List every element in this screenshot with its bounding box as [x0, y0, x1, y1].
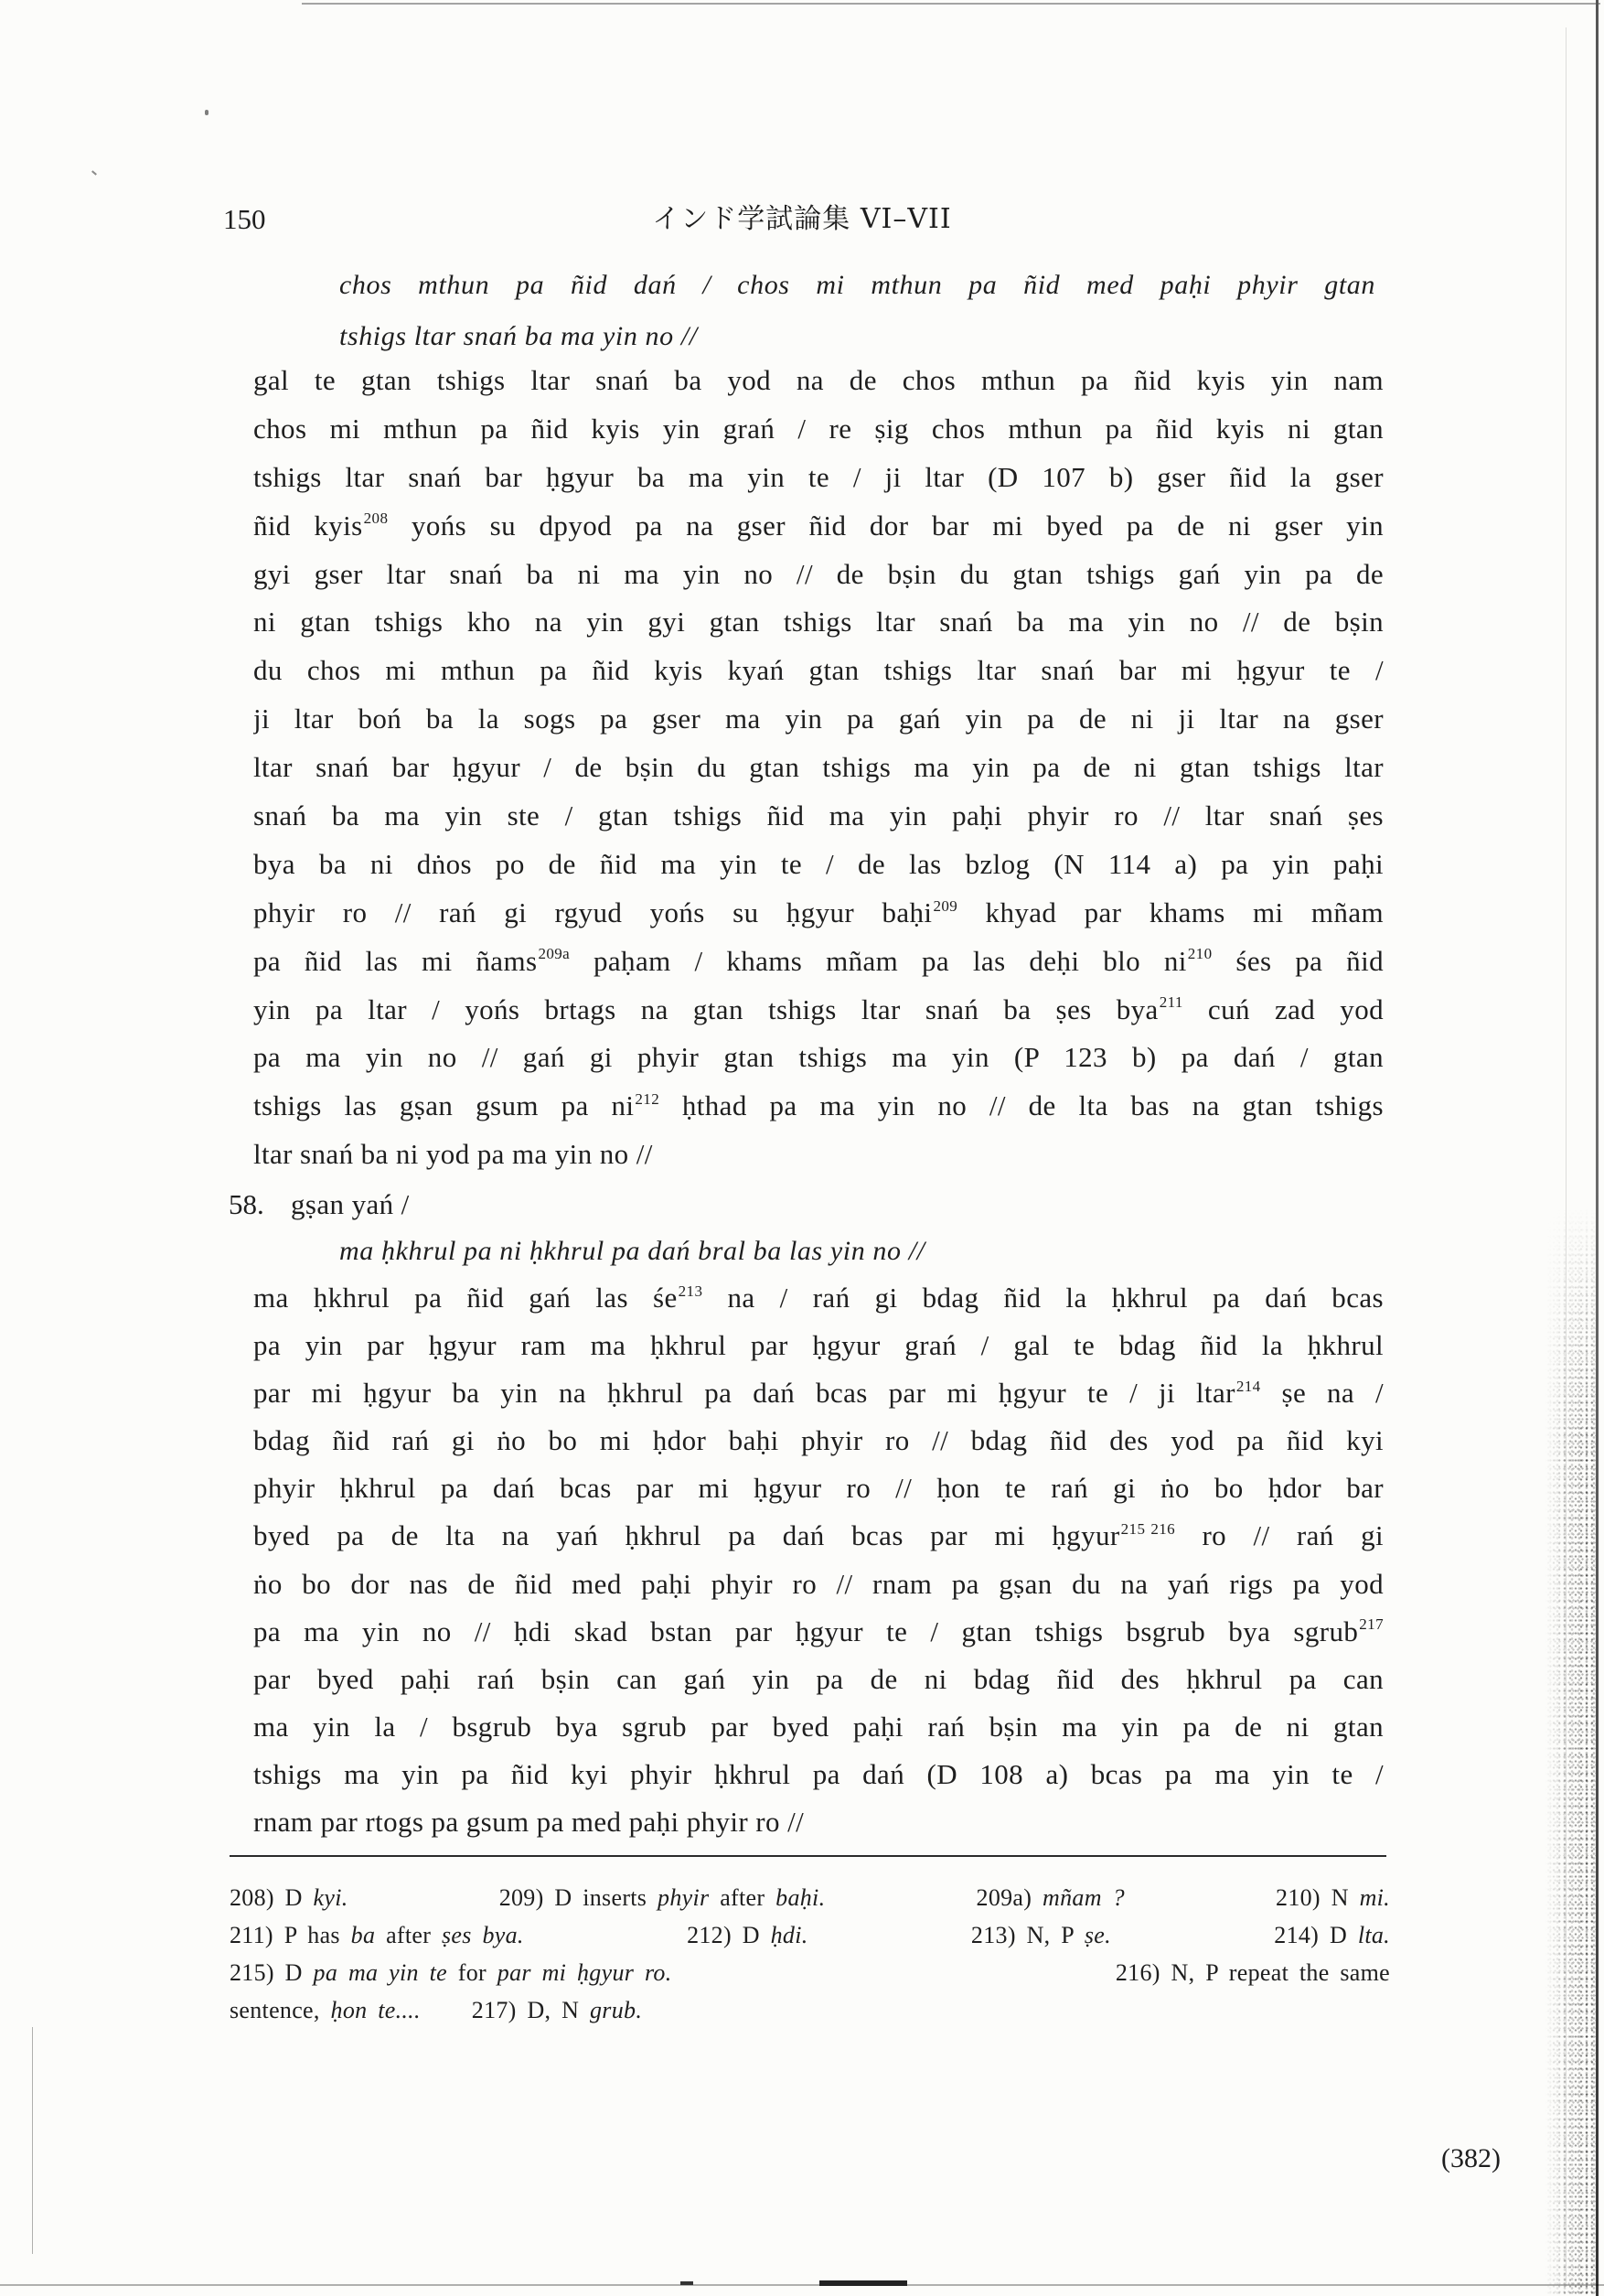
text-run: par mi ḥgyur ba yin na ḥkhrul pa dań bcas par mi ḥgyur te / ji ltar: [253, 1377, 1235, 1410]
text-run: 209) D inserts: [498, 1884, 658, 1911]
text-run: gal te gtan tshigs ltar snań ba yod na de chos mthun pa ñid kyis yin nam: [253, 364, 1384, 396]
text-run: sentence,: [230, 1997, 331, 2023]
footnote-line: [230, 1991, 1390, 2029]
text-run: ḥthad pa ma yin no // de lta bas na gtan tshigs: [659, 1089, 1384, 1122]
footnote-item: [499, 1879, 826, 1916]
italic-run: ṣes bya.: [442, 1922, 524, 1948]
text-line: [253, 1274, 1384, 1322]
text-run: tshigs ltar snań ba ma yin no //: [339, 321, 698, 351]
scan-edge-mark: [680, 2281, 693, 2285]
text-run: yin pa ltar / yońs brtags na gtan tshigs ltar snań ba ṣes bya: [253, 992, 1159, 1025]
text-line: [253, 1798, 1384, 1846]
footnote-reference: 215: [1120, 1520, 1146, 1539]
verse-quotation: [339, 1228, 1375, 1275]
italic-run: phyir: [658, 1884, 710, 1911]
text-run: 211) P has: [230, 1922, 351, 1948]
text-run: ṅo bo dor nas de ñid med paḥi phyir ro // rnam pa gṣan du na yań rigs pa yod: [253, 1567, 1384, 1600]
text-run: ma ḥkhrul pa ñid gań las śe: [253, 1282, 678, 1314]
footnote-reference: 217: [1359, 1615, 1384, 1634]
footnote-reference: 209: [933, 896, 958, 915]
text-line: [339, 260, 1375, 311]
paragraph: [253, 1274, 1384, 1846]
footnote-item: [230, 1991, 421, 2029]
text-line: [253, 841, 1384, 889]
footnote-item: [1274, 1916, 1390, 1954]
italic-run: ba: [350, 1922, 376, 1948]
text-run: par byed paḥi rań bṣin can gań yin pa de ni bdag ñid des ḥkhrul pa can: [253, 1662, 1384, 1695]
text-line: [253, 551, 1384, 599]
italic-run: baḥi.: [775, 1884, 826, 1911]
text-line: [253, 454, 1384, 502]
italic-run: ḥon te....: [330, 1997, 421, 2023]
scan-edge-mark: [819, 2280, 907, 2286]
italic-run: par mi ḥgyur ro.: [497, 1959, 672, 1986]
text-run: khyad par khams mi mñam: [957, 896, 1384, 928]
text-run: phyir ro // rań gi rgyud yońs su ḥgyur baḥi: [253, 896, 933, 928]
text-run: ltar snań bar ḥgyur / de bṣin du gtan tshigs ma yin pa de ni gtan tshigs ltar: [253, 751, 1384, 784]
footnote-line: [230, 1879, 1390, 1916]
italic-run: kyi.: [313, 1884, 348, 1911]
archive-page-mark: (382): [1441, 2143, 1501, 2173]
text-run: 215) D: [230, 1959, 314, 1986]
footnote-item: [1116, 1954, 1390, 1991]
text-run: snań ba ma yin ste / gtan tshigs ñid ma yin paḥi phyir ro // ltar snań ṣes: [253, 799, 1384, 832]
italic-run: grub.: [590, 1997, 643, 2023]
text-run: pa yin par ḥgyur ram ma ḥkhrul par ḥgyur grań / gal te bdag ñid la ḥkhrul: [253, 1329, 1384, 1362]
italic-run: mñam ?: [1043, 1884, 1125, 1911]
text-line: [253, 1561, 1384, 1608]
scan-dust-mark: [91, 170, 97, 175]
text-run: tshigs ltar snań bar ḥgyur ba ma yin te / ji ltar (D 107 b) gser ñid la gser: [253, 460, 1384, 493]
text-run: ma ḥkhrul pa ni ḥkhrul pa dań bral ba las yin no //: [339, 1236, 925, 1266]
text-run: ñid kyis: [253, 509, 363, 542]
text-run: after: [375, 1922, 442, 1948]
text-run: after: [709, 1884, 776, 1911]
text-line: [253, 938, 1384, 986]
italic-run: ḥdi.: [770, 1922, 808, 1948]
text-line: [253, 986, 1384, 1035]
text-run: 212) D: [687, 1922, 771, 1948]
scan-dust-mark: [205, 110, 209, 115]
text-run: for: [446, 1959, 497, 1986]
footnote-item: [687, 1916, 807, 1954]
footnote-item: [1276, 1879, 1390, 1916]
text-line: [253, 792, 1384, 841]
text-run: ltar snań ba ni yod pa ma yin no //: [253, 1138, 653, 1171]
text-line: [253, 1465, 1384, 1512]
text-run: bya ba ni dṅos po de ñid ma yin te / de las bzlog (N 114 a) pa yin paḥi: [253, 847, 1384, 880]
footnote-reference: 212: [635, 1090, 660, 1109]
text-run: chos mi mthun pa ñid kyis yin grań / re ṣig chos mthun pa ñid kyis ni gtan: [253, 412, 1384, 445]
text-line: [339, 1228, 1375, 1275]
italic-run: mi.: [1359, 1884, 1390, 1911]
italic-run: pa ma yin te: [313, 1959, 447, 1986]
footnote-item: [230, 1916, 524, 1954]
text-run: ji ltar boń ba la sogs pa gser ma yin pa gań yin pa de ni ji ltar na gser: [253, 703, 1384, 735]
text-run: paḥam / khams mñam pa las deḥi blo ni: [570, 944, 1187, 977]
scan-speckle-texture: [1545, 1207, 1596, 2296]
footnote-reference: 208: [363, 510, 389, 528]
text-run: ni gtan tshigs kho na yin gyi gtan tshigs ltar snań ba ma yin no // de bṣin: [253, 606, 1384, 638]
section-title: gṣan yań /: [291, 1188, 410, 1220]
text-line: [253, 405, 1384, 454]
text-run: 209a): [976, 1884, 1043, 1911]
text-run: bdag ñid rań gi ṅo bo mi ḥdor baḥi phyir ro // bdag ñid des yod pa ñid kyi: [253, 1424, 1384, 1457]
running-title: インド学試論集 VI–VII: [652, 203, 952, 235]
text-line: [253, 1656, 1384, 1703]
text-run: tshigs las gṣan gsum pa ni: [253, 1089, 635, 1122]
text-run: 208) D: [230, 1884, 314, 1911]
text-run: 217) D, N: [471, 1997, 590, 2023]
footnote-reference: 210: [1187, 945, 1213, 963]
page-number: 150: [223, 203, 266, 235]
footnote-item: [472, 1991, 642, 2029]
footnote-item: [230, 1879, 348, 1916]
text-line: [339, 311, 1375, 362]
text-run: ro // rań gi: [1175, 1519, 1384, 1552]
italic-run: ṣe.: [1084, 1922, 1111, 1948]
text-run: rnam par rtogs pa gsum pa med paḥi phyir ro //: [253, 1806, 805, 1839]
text-line: [253, 1034, 1384, 1082]
italic-run: lta.: [1357, 1922, 1390, 1948]
text-line: [253, 1703, 1384, 1751]
text-line: [253, 647, 1384, 695]
text-run: 213) N, P: [970, 1922, 1085, 1948]
text-run: na / rań gi bdag ñid la ḥkhrul pa dań bcas: [702, 1282, 1384, 1314]
footnote-line: [230, 1954, 1390, 1991]
text-line: [253, 1608, 1384, 1656]
text-run: phyir ḥkhrul pa dań bcas par mi ḥgyur ro // ḥon te rań gi ṅo bo ḥdor bar: [253, 1472, 1384, 1505]
text-line: [253, 889, 1384, 938]
text-line: [253, 744, 1384, 792]
text-run: 210) N: [1276, 1884, 1360, 1911]
scan-edge-left: [32, 2027, 33, 2254]
footnote-reference: 213: [678, 1282, 703, 1300]
text-run: gyi gser ltar snań ba ni ma yin no // de bṣin du gtan tshigs gań yin pa de: [253, 557, 1384, 590]
scan-edge-right: [1596, 0, 1599, 2296]
text-line: [253, 1369, 1384, 1417]
footnote-line: [230, 1916, 1390, 1954]
paragraph: [253, 357, 1384, 1179]
text-run: chos mthun pa ñid dań / chos mi mthun pa ñid med paḥi phyir gtan: [339, 270, 1375, 300]
text-line: [253, 695, 1384, 744]
footnote-divider: [230, 1855, 1386, 1857]
text-run: 214) D: [1274, 1922, 1358, 1948]
text-run: pa ma yin no // gań gi phyir gtan tshigs ma yin (P 123 b) pa dań / gtan: [253, 1041, 1384, 1074]
text-line: [253, 1512, 1384, 1560]
scan-edge-bottom: [0, 2284, 1604, 2286]
text-run: byed pa de lta na yań ḥkhrul pa dań bcas par mi ḥgyur: [253, 1519, 1120, 1552]
text-line: [253, 1751, 1384, 1798]
text-line: [253, 1417, 1384, 1465]
text-line: [253, 1322, 1384, 1369]
footnote-item: [971, 1916, 1111, 1954]
scan-edge-top: [302, 3, 1600, 5]
text-line: [253, 1082, 1384, 1131]
text-line: [253, 357, 1384, 405]
text-run: pa ma yin no // ḥdi skad bstan par ḥgyur te / gtan tshigs bsgrub bya sgrub: [253, 1615, 1359, 1647]
footnote-reference: 216: [1150, 1520, 1176, 1539]
section-number: 58.: [229, 1188, 264, 1220]
text-line: [253, 598, 1384, 647]
footnotes: [230, 1879, 1390, 2029]
text-run: 216) N, P repeat the same: [1115, 1959, 1390, 1986]
text-line: [253, 1131, 1384, 1179]
footnote-reference: 209a: [538, 945, 571, 963]
text-run: pa ñid las mi ñams: [253, 944, 538, 977]
footnote-item: [230, 1954, 672, 1991]
text-run: cuń zad yod: [1182, 992, 1384, 1025]
text-run: śes pa ñid: [1212, 944, 1384, 977]
footnote-reference: 211: [1159, 993, 1183, 1012]
text-run: ṣe na /: [1260, 1377, 1384, 1410]
text-line: [253, 502, 1384, 551]
footnote-reference: 214: [1235, 1377, 1261, 1395]
text-run: du chos mi mthun pa ñid kyis kyań gtan tshigs ltar snań bar mi ḥgyur te /: [253, 654, 1384, 687]
scan-speckle: [1545, 1207, 1596, 2296]
footnote-item: [977, 1879, 1125, 1916]
text-run: tshigs ma yin pa ñid kyi phyir ḥkhrul pa dań (D 108 a) bcas pa ma yin te /: [253, 1757, 1384, 1790]
text-run: ma yin la / bsgrub bya sgrub par byed paḥi rań bṣin ma yin pa de ni gtan: [253, 1710, 1384, 1743]
verse-quotation: [339, 260, 1375, 362]
text-run: yońs su dpyod pa na gser ñid dor bar mi byed pa de ni gser yin: [388, 509, 1384, 542]
